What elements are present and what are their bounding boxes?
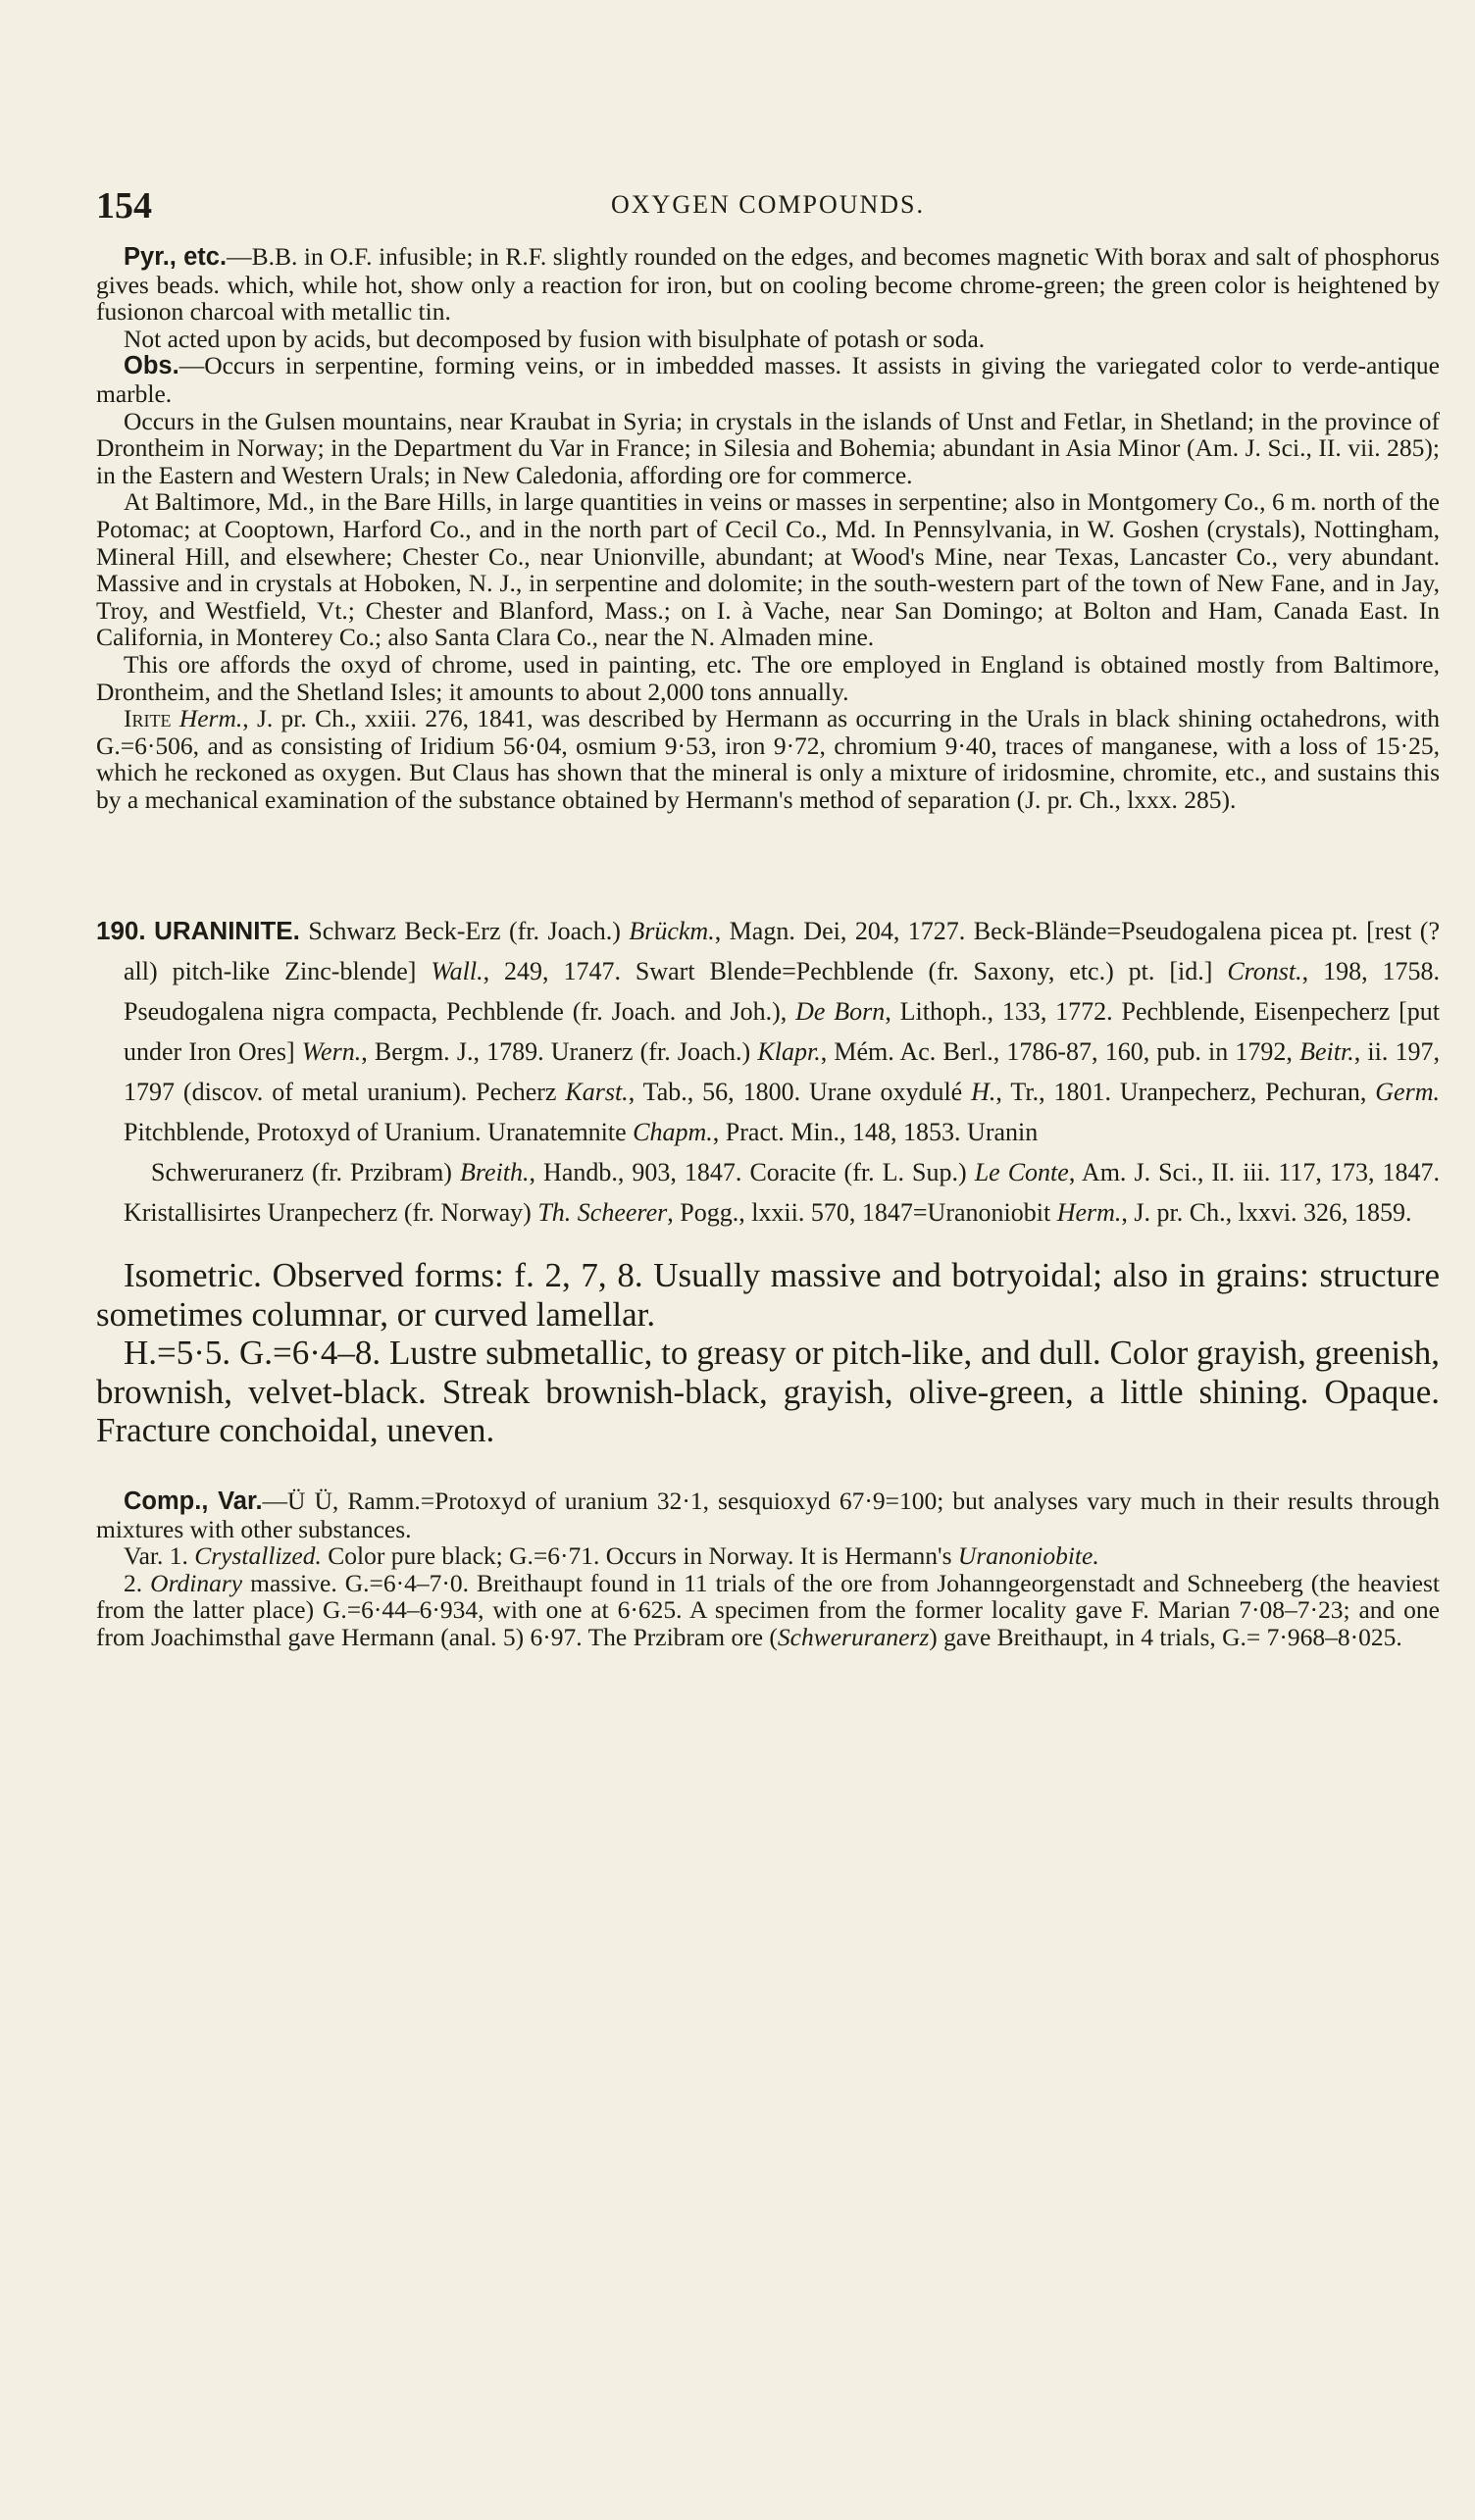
synonymy-paragraph: 190. URANINITE. Schwarz Beck-Erz (fr. Joach.) Brückm., Magn. Dei, 204, 1727. Beck-Blände=Pseudogalena picea pt. [rest (? all) pitch-like Zinc-blende] Wall., 249, 1747. Swart Blende=Pechblende (fr. Saxony, etc.) pt. [id.] Cronst., 198, 1758. Pseudogalena nigra compacta, Pechblende (fr. Joach. and Joh.), De Born, Lithoph., 133, 1772. Pechblende, Eisenpecherz [put under Iron Ores] Wern., Bergm. J., 1789. Uranerz (fr. Joach.) Klapr., Mém. Ac. Berl., 1786-87, 160, pub. in 1792, Beitr., ii. 197, 1797 (discov. of metal uranium). Pecherz Karst., Tab., 56, 1800. Urane oxydulé H., Tr., 1801. Uranpecherz, Pechuran, Germ. Pitchblende, Protoxyd of Uranium. Uranatemnite Chapm., Pract. Min., 148, 1853. Uranin bbox=[96, 916, 1441, 1147]
variety-1-paragraph: Var. 1. Crystallized. Color pure black; G.=6·71. Occurs in Norway. It is Hermann's Uranoniobite. bbox=[124, 1541, 1099, 1571]
acids-paragraph: Not acted upon by acids, but decomposed by fusion with bisulphate of potash or soda. bbox=[124, 324, 986, 353]
uses-paragraph: This ore affords the oxyd of chrome, used in painting, etc. The ore employed in England is obtained mostly from Baltimore, Drontheim, and the Shetland Isles; it amounts to about 2,000 tons annually. bbox=[96, 649, 1440, 706]
irite-paragraph: Irite Herm., J. pr. Ch., xxiii. 276, 1841, was described by Hermann as occurring in the Urals in black shining octahedrons, with G.=6·506, and as consisting of Iridium 56·04, osmium 9·53, iron 9·72, chromium 9·40, traces of manganese, with a loss of 15·25, which he reckoned as oxygen. But Claus has shown that the mineral is only a mixture of iridosmine, chromite, etc., and sustains this by a mechanical examination of the substance obtained by Hermann's method of separation (J. pr. Ch., lxxx. 285). bbox=[96, 704, 1440, 814]
species-name: URANINITE. bbox=[154, 916, 300, 946]
us-localities-paragraph: At Baltimore, Md., in the Bare Hills, in large quantities in veins or masses in serpentine; also in Montgomery Co., 6 m. north of the Potomac; at Cooptown, Harford Co., and in the north part of Cecil Co., Md. In Pennsylvania, in W. Goshen (crystals), Nottingham, Mineral Hill, and elsewhere; Chester Co., near Unionville, abundant; at Wood's Mine, near Texas, Lancaster Co., very abundant. Massive and in crystals at Hoboken, N. J., in serpentine and dolomite; in the south-western part of the town of New Fane, and in Jay, Troy, and Westfield, Vt.; Chester and Blanford, Mass.; on I. à Vache, near San Domingo; at Bolton and Ham, Canada East. In California, in Monterey Co.; also Santa Clara Co., near the N. Almaden mine. bbox=[96, 487, 1440, 652]
page-header bbox=[96, 184, 1440, 227]
chromite-continuation bbox=[96, 243, 1440, 813]
physical-description bbox=[96, 1256, 1440, 1450]
uraninite-synonymy bbox=[96, 911, 1440, 1233]
variety-2-paragraph: 2. Ordinary massive. G.=6·4–7·0. Breithaupt found in 11 trials of the ore from Johanngeorgenstadt and Schneeberg (the heaviest from the latter place) G.=6·44–6·934, with one at 6·625. A specimen from the former locality gave F. Marian 7·08–7·23; and one from Joachimsthal gave Hermann (anal. 5) 6·97. The Przibram ore (Schweruranerz) gave Breithaupt, in 4 trials, G.= 7·968–8·025. bbox=[96, 1568, 1441, 1651]
synonymy-paragraph-2: Schweruranerz (fr. Przibram) Breith., Handb., 903, 1847. Coracite (fr. L. Sup.) Le Conte, Am. J. Sci., II. iii. 117, 173, 1847. Kristallisirtes Uranpecherz (fr. Norway) Th. Scheerer, Pogg., lxxii. 570, 1847=Uranoniobit Herm., J. pr. Ch., lxxvi. 326, 1859. bbox=[124, 1158, 1440, 1228]
observations-paragraph: Obs.—Occurs in serpentine, forming veins, or in imbedded masses. It assists in giving the variegated color to verde-antique marble. bbox=[96, 351, 1440, 408]
crystallography-paragraph: Isometric. Observed forms: f. 2, 7, 8. Usually massive and botryoidal; also in grains: structure sometimes columnar, or curved lamellar. bbox=[96, 1256, 1440, 1334]
localities-paragraph: Occurs in the Gulsen mountains, near Kraubat in Syria; in crystals in the islands of Unst and Fetlar, in Shetland; in the province of Drontheim in Norway; in the Department du Var in France; in Silesia and Bohemia; abundant in Asia Minor (Am. J. Sci., II. vii. 285); in the Eastern and Western Urals; in New Caledonia, affording ore for commerce. bbox=[96, 406, 1440, 489]
properties-paragraph: H.=5·5. G.=6·4–8. Lustre submetallic, to greasy or pitch-like, and dull. Color grayish, greenish, brownish, velvet-black. Streak brownish-black, grayish, olive-green, a little shining. Opaque. Fracture conchoidal, uneven. bbox=[96, 1334, 1440, 1450]
page-number: 154 bbox=[96, 185, 152, 227]
composition-paragraph: Comp., Var.—Ü Ü, Ramm.=Protoxyd of uranium 32·1, sesquioxyd 67·9=100; but analyses vary much in their results through mixtures with other substances. bbox=[96, 1486, 1440, 1543]
pyrognostics-paragraph: Pyr., etc.—B.B. in O.F. infusible; in R.F. slightly rounded on the edges, and becomes magnetic With borax and salt of phosphorus gives beads. which, while hot, show only a reaction for iron, but on cooling become chrome-green; the green color is heightened by fusionon charcoal with metallic tin. bbox=[96, 242, 1440, 327]
composition-section bbox=[96, 1487, 1440, 1651]
running-title: OXYGEN COMPOUNDS. bbox=[610, 190, 926, 219]
